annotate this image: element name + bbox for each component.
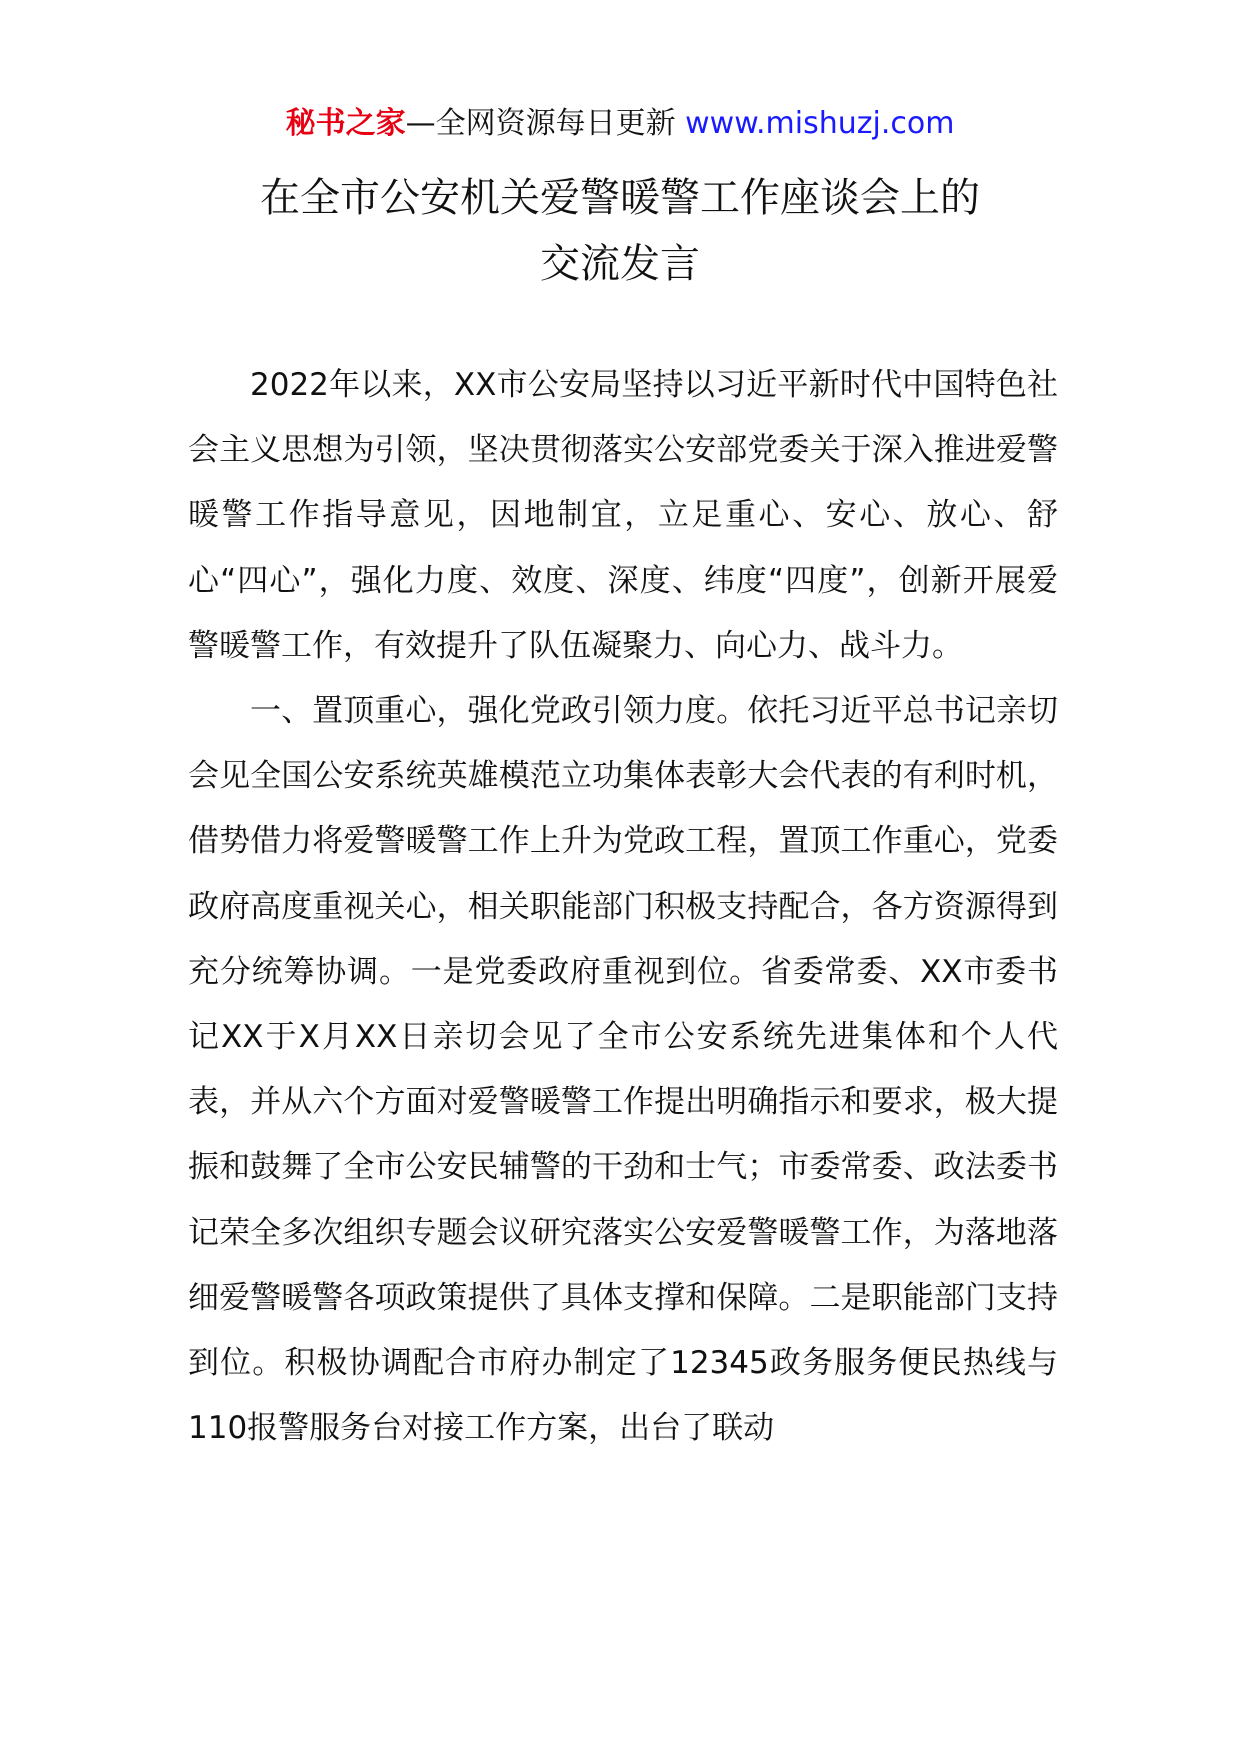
document-title xyxy=(150,165,1090,297)
site-url-link[interactable]: www.mishuzj.com xyxy=(685,106,955,141)
brand-name: 秘书之家 xyxy=(285,106,406,141)
title-line-1: 在全市公安机关爱警暖警工作座谈会上的 xyxy=(260,175,980,221)
site-banner xyxy=(0,102,1240,146)
paragraph-intro: 2022年以来，XX市公安局坚持以习近平新时代中国特色社会主义思想为引领，坚决贯彻落实公安部党委关于深入推进爱警暖警工作指导意见，因地制宜，立足重心、安心、放心、舒心“四心”，强化力度、效度、深度、纬度“四度”，创新开展爱警暖警工作，有效提升了队伍凝聚力、向心力、战斗力。 xyxy=(188,367,1058,664)
document-body xyxy=(188,353,1058,1461)
paragraph-section-one: 一、置顶重心，强化党政引领力度。依托习近平总书记亲切会见全国公安系统英雄模范立功集体表彰大会代表的有利时机，借势借力将爱警暖警工作上升为党政工程，置顶工作重心，党委政府高度重视关心，相关职能部门积极支持配合，各方资源得到充分统筹协调。一是党委政府重视到位。省委常委、XX市委书记XX于X月XX日亲切会见了全市公安系统先进集体和个人代表，并从六个方面对爱警暖警工作提出明确指示和要求，极大提振和鼓舞了全市公安民辅警的干劲和士气；市委常委、政法委书记荣全多次组织专题会议研究落实公安爱警暖警工作，为落地落细爱警暖警各项政策提供了具体支撑和保障。二是职能部门支持到位。积极协调配合市府办制定了12345政务服务便民热线与110报警服务台对接工作方案，出台了联动 xyxy=(188,693,1058,1447)
title-line-2: 交流发言 xyxy=(540,241,700,287)
banner-tagline: —全网资源每日更新 xyxy=(405,106,676,141)
